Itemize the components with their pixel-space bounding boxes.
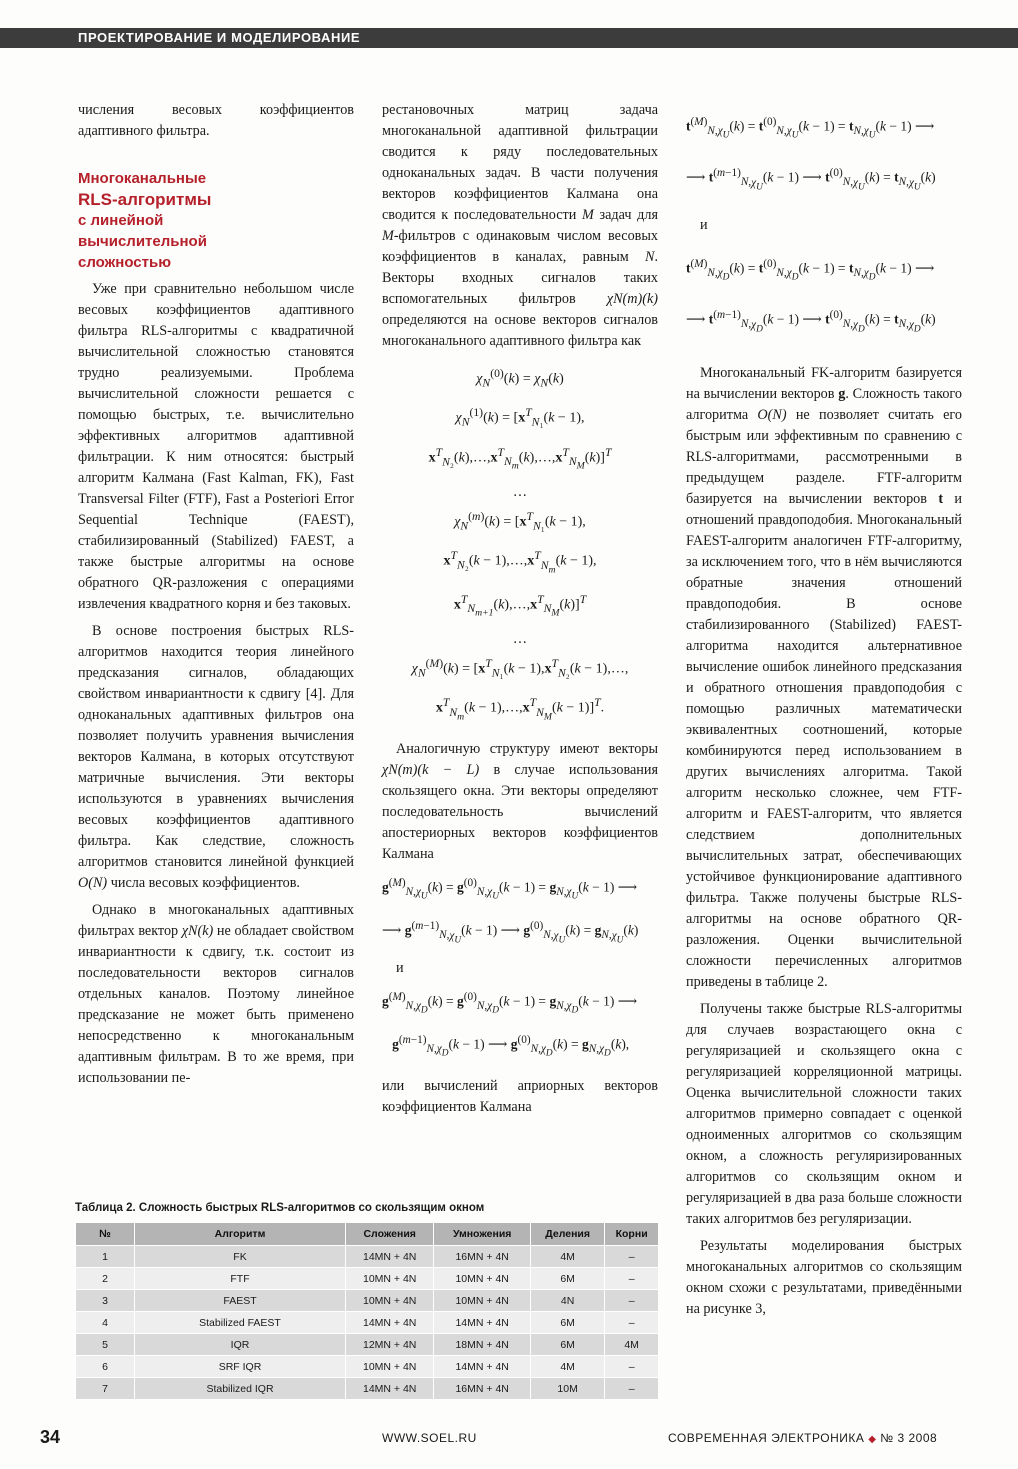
formula: $g^{(M)}_{N,\chi_U}(k) = g^{(0)}_{N,\chi_U}(k - 1) = g_{N,\chi_U}(k - 1)$ ⟶: [382, 876, 638, 902]
formula: $g^{(M)}_{N,\chi_D}(k) = g^{(0)}_{N,\chi_D}(k - 1) = g_{N,\chi_D}(k - 1)$ ⟶: [382, 990, 638, 1016]
table-cell: FAEST: [135, 1290, 346, 1312]
formula: $\chi_N^{(M)}(k) = [x^T_{N_1}(k - 1),x^T_{N_2}(k$ − 1),…,: [411, 656, 629, 680]
paragraph: Однако в многоканальных адаптивных фильтрах вектор χN(k) не обладает свойством инвариантности к сдвигу, т.к. состоит из последовательности векторов сигналов отдельных каналов. Поэтому линейное предсказание не может быть применено непосредственно к многоканальным адаптивным фильтрам. В то же время, при использовании пе-: [78, 902, 354, 1086]
table-cell: 6M: [530, 1312, 604, 1334]
and-word: и: [396, 959, 404, 976]
formula: ⟶ $g^{(m-1)}_{N,\chi_U}(k - 1)$ ⟶ $g^{(0)}_{N,\chi_U}(k) = g_{N,\chi_U}(k)$: [382, 920, 639, 945]
table-cell: 14MN + 4N: [346, 1378, 434, 1400]
and-word: и: [700, 216, 708, 233]
table-cell: 4M: [605, 1334, 659, 1356]
table-cell: 16MN + 4N: [434, 1378, 531, 1400]
formula: $x^T_{N_2}(k$ − $1),\dots,x^T_{N_m}(k - 1)$,: [443, 549, 597, 575]
paragraph: Многоканальный FK-алгоритм базируется на вычислении векторов g. Сложность такого алгоритма O(N) не позволяет считать его быстрым или эффективным по сравнению с RLS-алгоритмами, рассмотренными в предыдущем разделе. FTF-алгоритм базируется на вычислении векторов t и отношений правдоподобия. Многоканальный FAEST-алгоритм аналогичен FTF-алгоритму, за исключением того, что в нём вычисляются обратные значения отношений правдоподобия. В основе стабилизированного (Stabilized) FAEST-алгоритма находится альтернативное вычисление ошибок линейного предсказания и обратного отношения правдоподобия с помощью различных математически эквивалентных соотношений, которые комбинируются перед использованием в других вычислениях алгоритма. Такой алгоритм несколько сложнее, чем FTF-алгоритм и FAEST-алгоритм, что является следствием дополнительных вычислительных затрат, обеспечивающих устойчивое функционирование адаптивного фильтра. Также получены быстрые RLS-алгоритмы на основе обратного QR-разложения. Оценки вычислительной сложности перечисленных алгоритмов приведены в таблице 2.: [686, 364, 963, 990]
paragraph: Результаты моделирования быстрых многоканальных алгоритмов со скользящим окном схожи с результатами, приведёнными на рисунке 3,: [686, 1237, 962, 1317]
table-cell: 10M: [530, 1378, 604, 1400]
section-header: ПРОЕКТИРОВАНИЕ И МОДЕЛИРОВАНИЕ: [78, 30, 361, 45]
table-row: [76, 1334, 659, 1356]
table-cell: 14MN + 4N: [434, 1312, 531, 1334]
formula: $\chi_N^{(1)}(k) = [x^T_{N_1}(k - 1)$,: [455, 406, 585, 429]
table-cell: FTF: [135, 1268, 346, 1290]
table-cell: 10MN + 4N: [346, 1268, 434, 1290]
paragraph: числения весовых коэффициентов адаптивного фильтра.: [78, 102, 354, 139]
table-cell: 5: [76, 1334, 135, 1356]
column-3: [686, 100, 962, 1326]
header-cell: №: [76, 1223, 135, 1246]
paragraph: Получены также быстрые RLS-алгоритмы для случаев возрастающего окна с регуляризацией и скользящего окна с регуляризацией корреляционной матрицы. Оценка вычислительной сложности таких алгоритмов примерно совпадает с оценкой одноименных алгоритмов со скользящим окном, а сложность регуляризированных алгоритмов со скользящим окном и регуляризацией в два раза больше сложности таких алгоритмов без регуляризации.: [686, 1000, 962, 1227]
formula: $t^{(M)}_{N,\chi_U}(k) = t^{(0)}_{N,\chi_U}(k - 1) = t_{N,\chi_U}(k - 1)$ ⟶: [686, 116, 935, 141]
table-cell: 1: [76, 1246, 135, 1268]
table-cell: 18MN + 4N: [434, 1334, 531, 1356]
formula: $g^{(m-1)}_{N,\chi_D}(k - 1)$ ⟶ $g^{(0)}_{N,\chi_D}(k) = g_{N,\chi_D}(k)$,: [392, 1034, 630, 1059]
formula-block: [686, 110, 962, 341]
formula-block: [382, 871, 658, 1066]
formula: $x^T_{N_{m+1}}(k),\dots,x^T_{N_M}(k)]^T$: [453, 592, 587, 619]
table-row: [76, 1246, 659, 1268]
table-cell: 2: [76, 1268, 135, 1290]
formula-block: [382, 362, 658, 729]
table-cell: 7: [76, 1378, 135, 1400]
paragraph: или вычислений априорных векторов коэффициентов Калмана: [382, 1077, 658, 1115]
formula: ⟶ $t^{(m-1)}_{N,\chi_U}(k - 1)$ ⟶ $t^{(0)}_{N,\chi_U}(k) = t_{N,\chi_U}(k)$: [686, 167, 936, 192]
table-cell: –: [605, 1268, 659, 1290]
column-2: [382, 100, 658, 1124]
formula: $x^T_{N_2}(k),\dots,x^T_{N_m}(k),\dots,x^T_{N_M}(k)]^T$: [428, 445, 612, 472]
footer-magazine: СОВРЕМЕННАЯ ЭЛЕКТРОНИКА ◆ № 3 2008: [668, 1431, 938, 1445]
table-cell: –: [605, 1290, 659, 1312]
ellipsis: …: [512, 630, 528, 647]
footer-url: WWW.SOEL.RU: [382, 1431, 477, 1445]
table-cell: Stabilized FAEST: [135, 1312, 346, 1334]
table-cell: 14MN + 4N: [346, 1246, 434, 1268]
table-cell: –: [605, 1312, 659, 1334]
table-cell: 16MN + 4N: [434, 1246, 531, 1268]
table-row: [76, 1356, 659, 1378]
table-cell: SRF IQR: [135, 1356, 346, 1378]
table-row: [76, 1312, 659, 1334]
header-cell: Алгоритм: [135, 1223, 346, 1246]
formula: $t^{(M)}_{N,\chi_D}(k) = t^{(0)}_{N,\chi_D}(k - 1) = t_{N,\chi_D}(k - 1)$ ⟶: [686, 257, 935, 283]
header-cell: Деления: [530, 1223, 604, 1246]
table-cell: 14MN + 4N: [434, 1356, 531, 1378]
paragraph: Аналогичную структуру имеют векторы χN(m)(k − L) в случае использования скользящего окна. Эти векторы определяют последовательность вычислений апостериорных векторов коэффициентов Калмана: [382, 740, 658, 862]
table-cell: 10MN + 4N: [346, 1290, 434, 1312]
table-cell: 3: [76, 1290, 135, 1312]
table-cell: 10MN + 4N: [346, 1356, 434, 1378]
table-cell: –: [605, 1246, 659, 1268]
table-row: [76, 1290, 659, 1312]
table-cell: 4M: [530, 1356, 604, 1378]
paragraph: рестановочных матриц задача многоканальной адаптивной фильтрации сводится к ряду последовательных одноканальных задач. В части получения векторов коэффициентов Калмана она сводится к последовательности M задач для M-фильтров с одинаковым числом весовых коэффициентов в каналах, равным N. Векторы входных сигналов таких вспомогательных фильтров χN(m)(k) определяются на основе векторов сигналов многоканального адаптивного фильтра как: [382, 102, 658, 349]
formula: ⟶ $t^{(m-1)}_{N,\chi_D}(k - 1)$ ⟶ $t^{(0)}_{N,\chi_D}(k) = t_{N,\chi_D}(k)$: [686, 309, 936, 334]
formula: $x^T_{N_m}(k$ − $1),\dots,x^T_{N_M}(k - 1)]^T$.: [435, 696, 605, 722]
ellipsis: …: [512, 483, 528, 500]
table-cell: 10MN + 4N: [434, 1268, 531, 1290]
table-cell: 10MN + 4N: [434, 1290, 531, 1312]
diamond-icon: ◆: [868, 1434, 877, 1445]
table-cell: 6: [76, 1356, 135, 1378]
table-cell: 14MN + 4N: [346, 1312, 434, 1334]
paragraph: В основе построения быстрых RLS-алгоритмов находится теория линейного предсказания сигналов, обладающих свойством инвариантности к сдвигу [4]. Для одноканальных адаптивных фильтров она позволяет получить уравнения вычисления векторов Калмана, в которых отсутствуют матричные вычисления. Эти векторы используются в уравнениях вычисления весовых коэффициентов адаптивного фильтра. Как следствие, сложность алгоритмов становится линейной функцией O(N) числа весовых коэффициентов.: [78, 623, 354, 891]
table-header-row: [76, 1223, 659, 1246]
section-title: Многоканальные RLS-алгоритмы с линейной вычислительной сложностью: [78, 170, 212, 271]
table-cell: 6M: [530, 1334, 604, 1356]
table-title: Таблица 2. Сложность быстрых RLS-алгоритмов со скользящим окном: [75, 1202, 485, 1214]
table-cell: 6M: [530, 1268, 604, 1290]
header-cell: Умножения: [434, 1223, 531, 1246]
formula: $\chi_N^{(m)}(k) = [x^T_{N_1}(k - 1)$,: [454, 509, 586, 533]
paragraph: Уже при сравнительно небольшом числе весовых коэффициентов адаптивного фильтра RLS-алгоритмы с квадратичной вычислительной сложностью становятся трудно реализуемыми. Проблема вычислительной сложности решается с помощью быстрых, т.е. вычислительно эффективных алгоритмов адаптивной фильтрации. К ним относятся: быстрый алгоритм Калмана (Fast Kalman, FK), Fast Transversal Filter (FTF), Fast a Posteriori Error Sequential Technique (FAEST), стабилизированный (Stabilized) FAEST, а также быстрые алгоритмы на основе обратного QR-разложения с операциями извлечения квадратного корня и без таковых.: [78, 281, 354, 612]
table-cell: Stabilized IQR: [135, 1378, 346, 1400]
header-cell: Корни: [605, 1223, 659, 1246]
table-cell: 4N: [530, 1290, 604, 1312]
table-cell: 4: [76, 1312, 135, 1334]
table-cell: 12MN + 4N: [346, 1334, 434, 1356]
table-row: [76, 1268, 659, 1290]
page-number: 34: [40, 1427, 61, 1447]
formula: $\chi_N^{(0)}(k) = \chi_N(k)$: [476, 367, 564, 390]
column-1: [78, 100, 354, 1095]
table-cell: 4M: [530, 1246, 604, 1268]
complexity-table: [75, 1222, 659, 1400]
header-cell: Сложения: [346, 1223, 434, 1246]
table-cell: FK: [135, 1246, 346, 1268]
table-cell: –: [605, 1378, 659, 1400]
table-cell: IQR: [135, 1334, 346, 1356]
table-cell: –: [605, 1356, 659, 1378]
table-row: [76, 1378, 659, 1400]
